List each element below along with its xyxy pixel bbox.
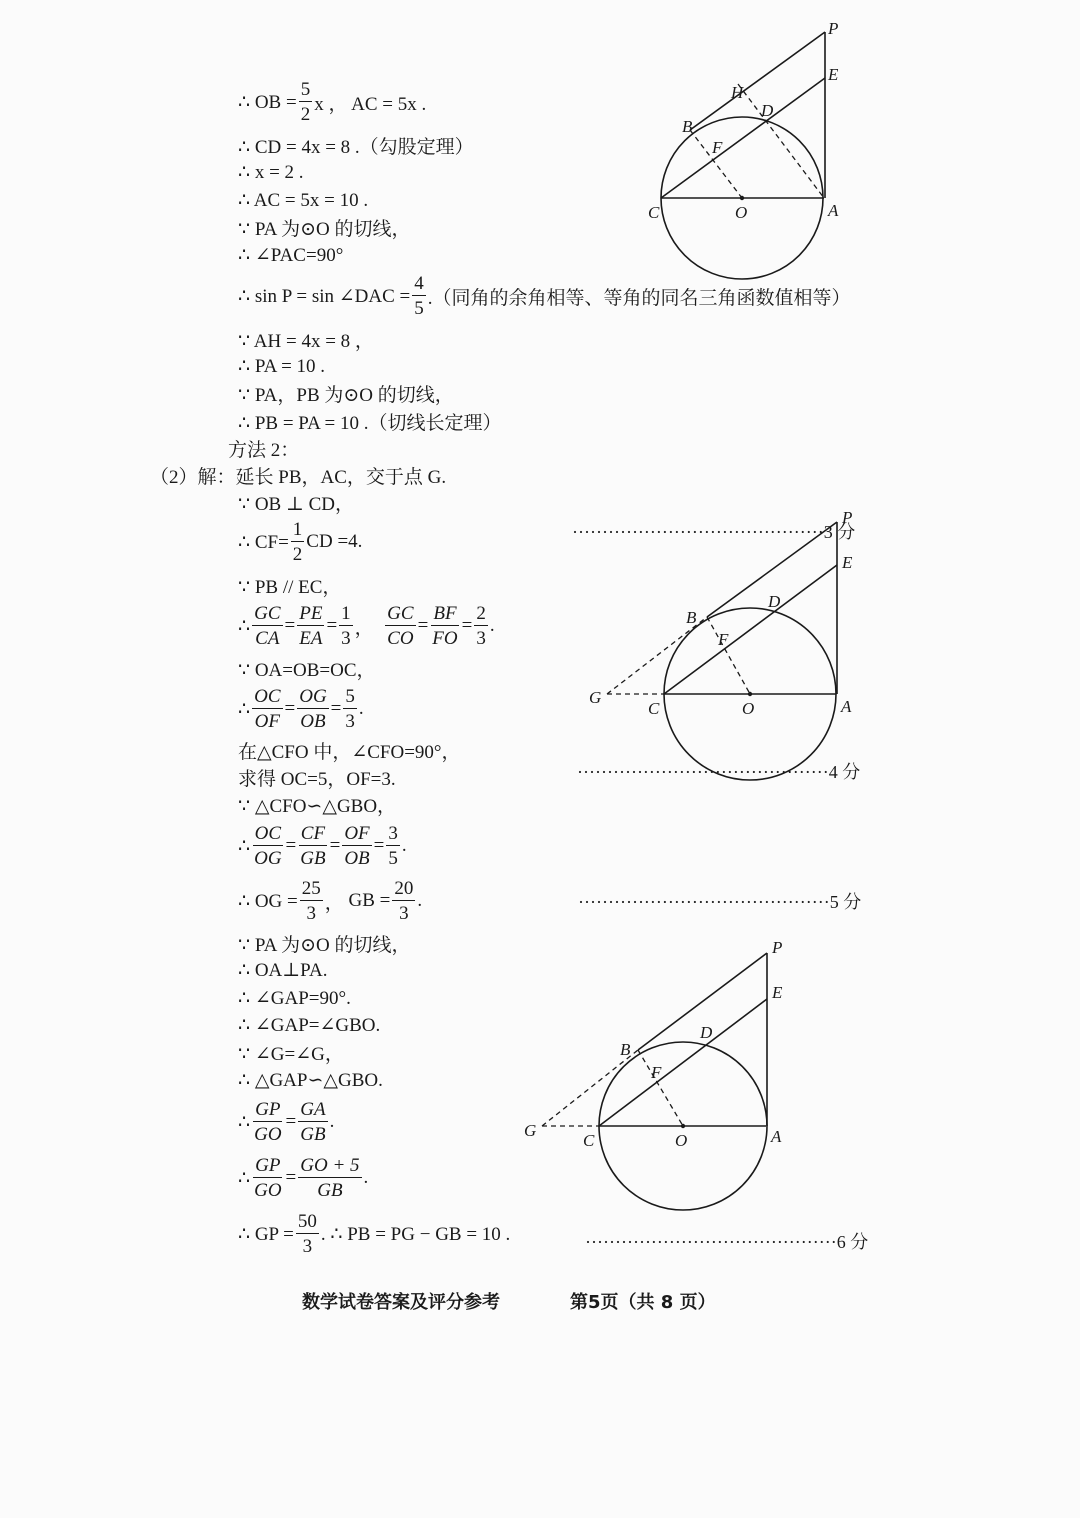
denominator: OG: [254, 848, 282, 869]
line-similar-1: [238, 790, 396, 818]
dashed-bo: [707, 617, 750, 694]
fraction: [343, 687, 357, 731]
denominator: GO: [254, 1180, 282, 1201]
numerator: 25: [301, 878, 321, 899]
label-a: A: [828, 201, 839, 220]
line-ratios-2: ∴ $\frac{OC}{OF}$ = $\frac{OG}{OB}$ = $\frac{5}{3}$ .: [238, 686, 364, 732]
line-triangle-cfo: [238, 736, 461, 764]
line-text: ∴: [238, 835, 251, 857]
denominator: GB: [317, 1180, 343, 1201]
fraction: [299, 80, 313, 124]
fraction: [297, 687, 328, 731]
line-text: ∴ x = 2 .: [238, 161, 304, 183]
fraction: [385, 604, 415, 648]
line-ratios-4: ∴ $\frac{GP}{GO}$ = $\frac{GA}{GB}$ .: [238, 1099, 335, 1145]
numerator: GC: [254, 603, 281, 624]
dashed-gb: [607, 617, 707, 694]
line-text: ∵ OA=OB=OC，: [238, 659, 376, 681]
fraction: [252, 824, 283, 868]
line-gp: [238, 1211, 511, 1257]
denominator: 5: [414, 298, 424, 319]
numerator: 1: [292, 519, 303, 540]
label-p: P: [842, 508, 853, 527]
numerator: 50: [297, 1211, 317, 1232]
fraction: [342, 824, 371, 868]
line-text: .（同角的余角相等、等角的同名三角函数值相等）: [427, 287, 851, 309]
label-d: D: [700, 1023, 713, 1042]
line-text: ∴ AC = 5x = 10 .: [238, 189, 369, 211]
line-text: CD =4.: [306, 531, 363, 552]
line-text: GB =: [348, 890, 391, 911]
line-text: ∴: [238, 1111, 251, 1133]
label-g: G: [524, 1121, 537, 1140]
line-tangents: [238, 379, 454, 407]
numerator: GO + 5: [300, 1155, 360, 1176]
part-2-heading: [150, 461, 446, 489]
numerator: BF: [433, 603, 457, 624]
fraction: [252, 1156, 283, 1200]
denominator: OB: [344, 848, 370, 869]
denominator: 5: [388, 848, 398, 869]
line-text: ∵ PA 为⊙O 的切线，: [238, 934, 411, 956]
line-text: ∴: [238, 698, 251, 720]
score-4: ··········································4 分: [577, 762, 861, 782]
line-og-gb: ∴ OG = $\frac{25}{3}$ ， GB = $\frac{20}{3}$ .: [238, 878, 423, 924]
numerator: GP: [255, 1155, 281, 1176]
line-text: ∴: [238, 1167, 251, 1189]
label-p: P: [828, 19, 839, 38]
denominator: 3: [399, 903, 409, 924]
numerator: 1: [341, 603, 351, 624]
line-angles-equal: [238, 1011, 380, 1039]
line-angle-gap: [238, 984, 351, 1012]
label-o: O: [675, 1131, 688, 1150]
numerator: 5: [300, 79, 311, 100]
line-oa-perp: [238, 956, 327, 984]
line-text: ∵ OB ⊥ CD，: [238, 493, 354, 515]
line-angle-pac: [238, 241, 343, 269]
fraction: [296, 1212, 319, 1256]
score-5: ··········································5 分: [578, 892, 862, 912]
denominator: CO: [387, 628, 414, 649]
fraction: [252, 604, 282, 648]
numerator: OC: [254, 823, 282, 844]
denominator: 2: [292, 544, 303, 565]
line-similar-2: [238, 1066, 383, 1094]
line-ob: [238, 79, 427, 125]
label-e: E: [842, 553, 853, 572]
line-text: ∵ PA，PB 为⊙O 的切线，: [238, 384, 454, 406]
line-text: ∵ AH = 4x = 8 ，: [238, 330, 374, 352]
numerator: GA: [300, 1099, 326, 1120]
footer-title: 数学试卷答案及评分参考: [302, 1292, 500, 1313]
line-ah: [238, 325, 374, 353]
line-text: ∴ ∠PAC=90°: [238, 244, 344, 266]
geometry-figure-3: [520, 935, 795, 1215]
label-d: D: [768, 592, 781, 611]
fraction: [298, 1100, 327, 1144]
line-text: 方法 2：: [228, 439, 300, 461]
point-o: [740, 196, 744, 200]
line-text: ∴ OB =: [238, 91, 297, 113]
line-text: ∴ sin P = sin ∠DAC =: [238, 285, 411, 307]
label-b: B: [686, 608, 697, 627]
label-b: B: [620, 1040, 631, 1059]
denominator: 3: [306, 903, 316, 924]
denominator: OF: [254, 711, 280, 732]
line-text: ∴ PA = 10 .: [238, 355, 326, 377]
numerator: OF: [344, 823, 370, 844]
line-text: ∴ GP =: [238, 1223, 294, 1245]
line-text: ∴ ∠GAP=90°.: [238, 987, 351, 1009]
line-text: ∴ OA⊥PA.: [238, 959, 328, 981]
numerator: GC: [387, 603, 414, 624]
denominator: 3: [302, 1236, 313, 1257]
line-text: ∵ ∠G=∠G，: [238, 1043, 344, 1065]
numerator: OC: [254, 686, 281, 707]
line-ac: [238, 186, 368, 214]
fraction: [298, 824, 327, 868]
footer-page: 第5页（共 8 页）: [570, 1292, 716, 1313]
score-3: ··········································3 分: [572, 522, 856, 542]
fraction: [339, 604, 353, 648]
fraction: [430, 604, 459, 648]
fraction: [392, 879, 415, 923]
line-text: ∴ OG =: [238, 890, 298, 912]
dashed-gb: [542, 1050, 638, 1126]
line-cf: [238, 519, 363, 565]
line-parallel: [238, 571, 341, 599]
line-text: ∴ PB = PA = 10 .（切线长定理）: [238, 412, 502, 434]
line-text: ∵ PB // EC，: [238, 576, 342, 598]
segment-ce: [599, 999, 767, 1126]
line-common-angle: [238, 1038, 344, 1066]
line-text: （2）解：延长 PB，AC，交于点 G.: [150, 466, 447, 488]
denominator: 2: [300, 104, 311, 125]
label-c: C: [583, 1131, 595, 1150]
line-ratios-5: ∴ $\frac{GP}{GO}$ = $\frac{GO + 5}{GB}$ .: [238, 1155, 369, 1201]
line-ratios-1: ∴ $\frac{GC}{CA}$ = $\frac{PE}{EA}$ = $\frac{1}{3}$ ， $\frac{GC}{CO}$ = $\frac{BF}{FO}$ = $\frac{2}{3}$ .: [238, 603, 495, 649]
denominator: GB: [300, 1124, 326, 1145]
line-text: ∴ CF=: [238, 531, 289, 553]
denominator: 3: [345, 711, 355, 732]
line-perp: [238, 488, 354, 516]
score-6: ··········································6 分: [585, 1232, 869, 1252]
geometry-figure-2: [585, 505, 860, 780]
label-f: F: [718, 630, 729, 649]
numerator: PE: [299, 603, 323, 624]
fraction: [252, 687, 282, 731]
line-ratios-3: ∴ $\frac{OC}{OG}$ = $\frac{CF}{GB}$ = $\frac{OF}{OB}$ = $\frac{3}{5}$ .: [238, 823, 407, 869]
label-c: C: [648, 203, 660, 222]
dashed-bo: [638, 1050, 683, 1126]
denominator: OB: [300, 711, 326, 732]
numerator: OG: [299, 686, 327, 707]
label-f: F: [712, 138, 723, 157]
fraction: [300, 879, 323, 923]
label-a: A: [771, 1127, 782, 1146]
line-text: ∵ △CFO∽△GBO，: [238, 795, 397, 817]
line-cd: [238, 131, 474, 159]
line-x: [238, 158, 304, 186]
geometry-figure-1: [640, 20, 850, 290]
point-o: [748, 692, 752, 696]
label-f: F: [651, 1063, 662, 1082]
segment-pb: [690, 32, 825, 130]
line-tangent: [238, 213, 410, 241]
line-text: ∴: [238, 615, 251, 637]
label-c: C: [648, 699, 660, 718]
label-e: E: [828, 65, 839, 84]
fraction: [252, 1100, 283, 1144]
label-a: A: [841, 697, 852, 716]
label-d: D: [761, 101, 774, 120]
point-o: [681, 1124, 685, 1128]
numerator: GP: [255, 1099, 281, 1120]
numerator: 4: [414, 273, 424, 294]
fraction: [298, 1156, 361, 1200]
line-tangent-2: [238, 929, 410, 957]
numerator: 2: [476, 603, 486, 624]
denominator: GO: [254, 1124, 282, 1145]
label-b: B: [682, 117, 693, 136]
denominator: CA: [255, 628, 280, 649]
numerator: CF: [300, 823, 326, 844]
line-text: ∵ PA 为⊙O 的切线，: [238, 218, 411, 240]
label-h: H: [731, 83, 744, 102]
label-p: P: [772, 938, 783, 957]
line-text: 在△CFO 中，∠CFO=90°，: [238, 741, 461, 763]
line-text: ∴ CD = 4x = 8 .（勾股定理）: [238, 136, 474, 158]
fraction: [386, 824, 400, 868]
fraction: [297, 604, 324, 648]
line-text: ∴ ∠GAP=∠GBO.: [238, 1014, 381, 1036]
fraction: [291, 520, 305, 564]
denominator: EA: [299, 628, 323, 649]
line-text: x ， AC = 5x .: [314, 93, 427, 115]
label-o: O: [735, 203, 748, 222]
numerator: 20: [394, 878, 414, 899]
line-text: . ∴ PB = PG − GB = 10 .: [320, 1223, 511, 1245]
line-oc-of: [238, 763, 396, 791]
fraction: [412, 274, 426, 318]
numerator: 5: [345, 686, 355, 707]
numerator: 3: [388, 823, 398, 844]
label-o: O: [742, 699, 755, 718]
method-2-heading: [228, 434, 299, 462]
line-text: 求得 OC=5，OF=3.: [238, 768, 396, 790]
denominator: 3: [476, 628, 486, 649]
line-pa: [238, 352, 325, 380]
denominator: FO: [432, 628, 458, 649]
line-text: ∴ △GAP∽△GBO.: [238, 1069, 383, 1091]
denominator: 3: [341, 628, 351, 649]
label-e: E: [772, 983, 783, 1002]
dashed-ha: [738, 84, 824, 198]
fraction: [474, 604, 488, 648]
label-g: G: [589, 688, 602, 707]
line-radii: [238, 654, 376, 682]
line-pb: [238, 407, 502, 435]
denominator: GB: [300, 848, 326, 869]
